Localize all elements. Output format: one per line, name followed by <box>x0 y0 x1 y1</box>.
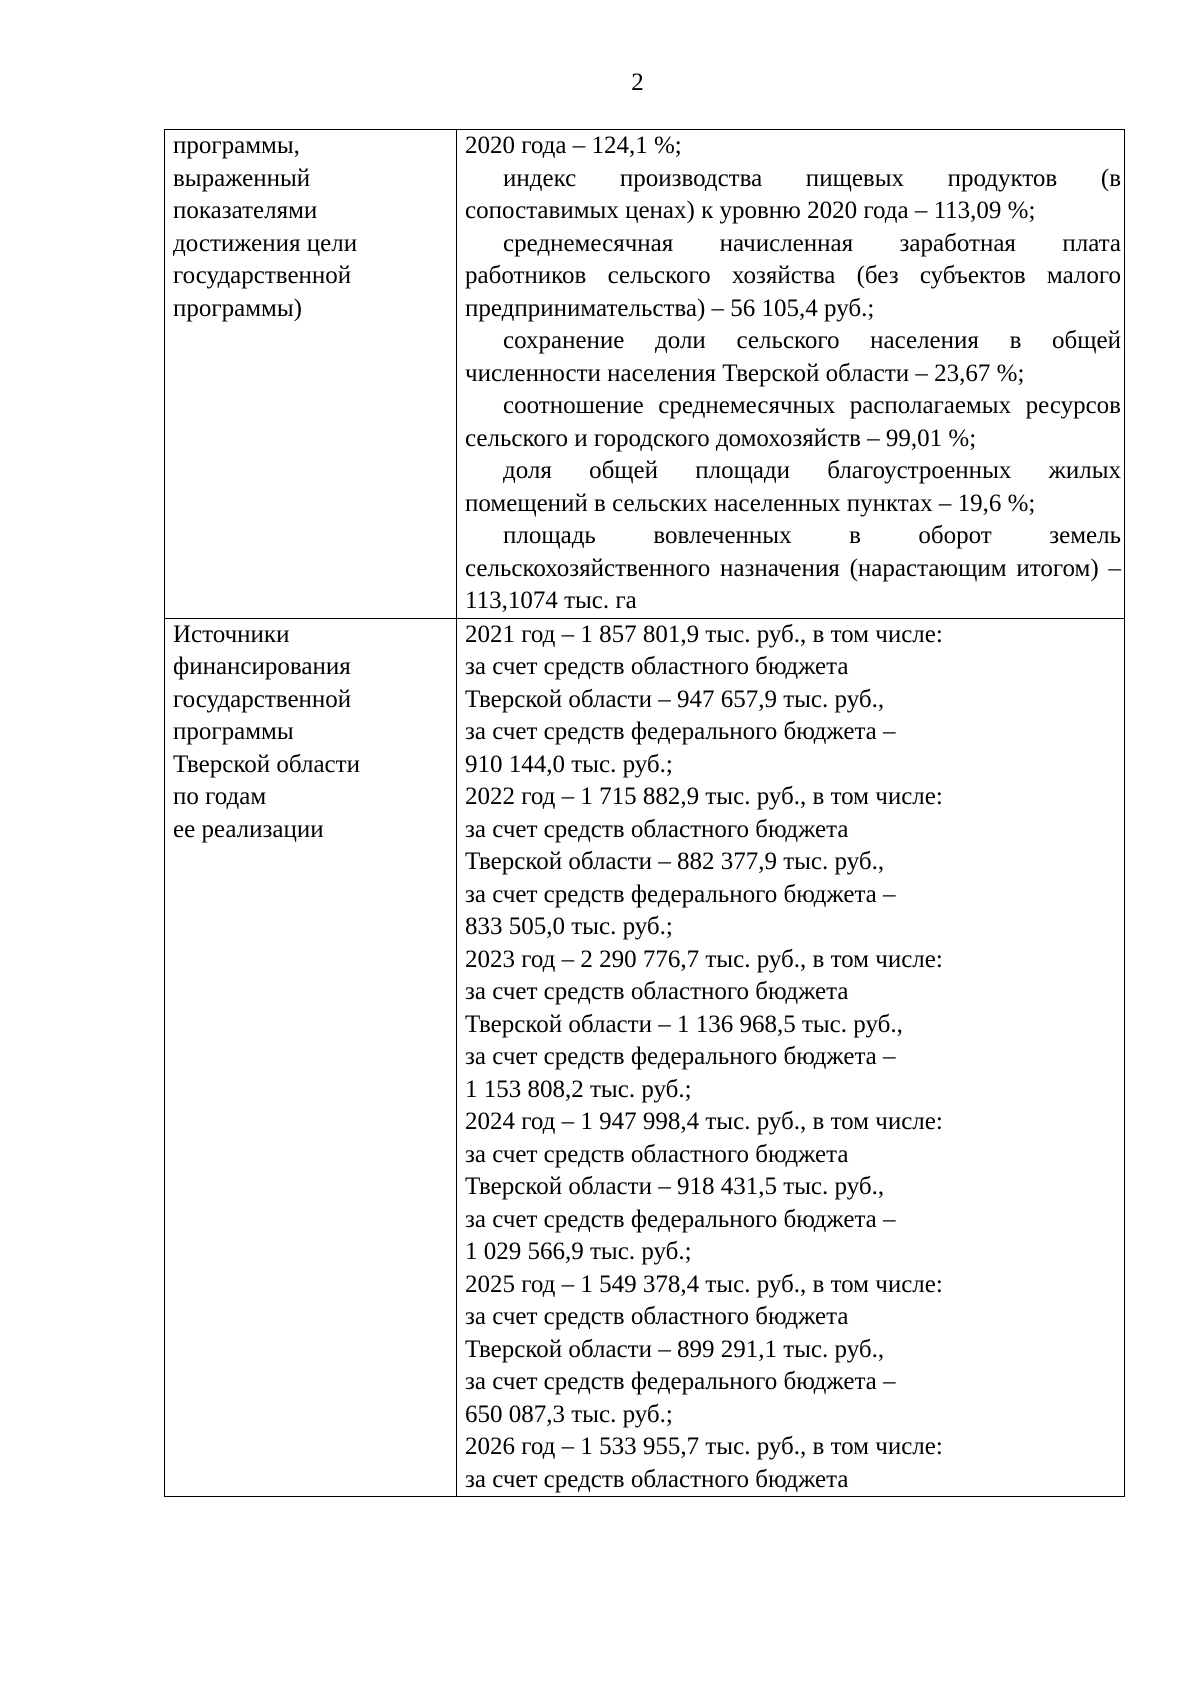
financing-line: Тверской области – 1 136 968,5 тыс. руб., <box>465 1010 903 1038</box>
financing-line: за счет средств федерального бюджета – <box>465 1205 896 1233</box>
row-label-line: финансирования <box>173 653 351 680</box>
row-label-line: достижения цели <box>173 229 358 257</box>
row-label-line: программы) <box>173 294 302 322</box>
row-label-line: показателями <box>173 197 318 224</box>
indicator-continuation: 2020 года – 124,1 %; <box>465 132 682 159</box>
financing-line: 2021 год – 1 857 801,9 тыс. руб., в том числе: <box>465 620 943 648</box>
row-label-line: Источники <box>173 620 290 648</box>
financing-line: за счет средств областного бюджета <box>465 978 849 1005</box>
indicator-paragraph: соотношение среднемесячных располагаемых ресурсов сельского и городского домохозяйств – 99,01 %; <box>465 392 1121 452</box>
financing-line: Тверской области – 899 291,1 тыс. руб., <box>465 1335 885 1363</box>
financing-line: 1 153 808,2 тыс. руб.; <box>465 1075 692 1103</box>
row-label-cell <box>165 130 457 619</box>
financing-line: 2024 год – 1 947 998,4 тыс. руб., в том числе: <box>465 1108 943 1135</box>
row-label-line: государственной <box>173 262 352 289</box>
financing-line: Тверской области – 947 657,9 тыс. руб., <box>465 685 885 713</box>
financing-line: 910 144,0 тыс. руб.; <box>465 750 673 778</box>
financing-line: за счет средств областного бюджета <box>465 1465 849 1493</box>
table-row-indicators <box>165 130 1125 619</box>
financing-line: Тверской области – 918 431,5 тыс. руб., <box>465 1173 885 1200</box>
financing-line: 650 087,3 тыс. руб.; <box>465 1400 673 1428</box>
financing-line: за счет средств областного бюджета <box>465 1140 849 1168</box>
financing-line: за счет средств областного бюджета <box>465 815 849 843</box>
financing-line: за счет средств федерального бюджета – <box>465 1043 896 1070</box>
row-label-line: государственной <box>173 685 352 713</box>
financing-line: за счет средств областного бюджета <box>465 1303 849 1330</box>
financing-line: за счет средств федерального бюджета – <box>465 1368 896 1395</box>
financing-line: 833 505,0 тыс. руб.; <box>465 913 673 940</box>
financing-line: за счет средств федерального бюджета – <box>465 880 896 908</box>
table-row-financing <box>165 618 1125 1497</box>
financing-line: 2026 год – 1 533 955,7 тыс. руб., в том числе: <box>465 1433 943 1460</box>
financing-line: за счет средств федерального бюджета – <box>465 718 896 745</box>
row-label-line: по годам <box>173 783 267 810</box>
row-label-line: программы <box>173 718 294 745</box>
row-label-cell <box>165 618 457 1497</box>
indicator-paragraph: доля общей площади благоустроенных жилых помещений в сельских населенных пунктах – 19,6 %; <box>465 457 1121 517</box>
indicator-paragraph: среднемесячная начисленная заработная плата работников сельского хозяйства (без субъектов малого предпринимательства) – 56 105,4 руб.; <box>465 229 1121 322</box>
financing-line: 2022 год – 1 715 882,9 тыс. руб., в том числе: <box>465 783 943 810</box>
financing-line: 1 029 566,9 тыс. руб.; <box>465 1238 692 1265</box>
indicator-paragraph: индекс производства пищевых продуктов (в сопоставимых ценах) к уровню 2020 года – 113,09 %; <box>465 164 1121 224</box>
row-label-line: ее реализации <box>173 815 324 843</box>
indicator-paragraph: сохранение доли сельского населения в общей численности населения Тверской области – 23,67 %; <box>465 327 1121 387</box>
row-value-cell <box>457 130 1125 619</box>
row-value-cell <box>457 618 1125 1497</box>
row-label-line: Тверской области <box>173 750 360 778</box>
financing-line: за счет средств областного бюджета <box>465 653 849 680</box>
page-number: 2 <box>631 69 644 96</box>
program-passport-table <box>164 129 1125 1497</box>
row-label-line: программы, <box>173 132 300 159</box>
row-label-line: выраженный <box>173 164 311 192</box>
financing-line: 2023 год – 2 290 776,7 тыс. руб., в том числе: <box>465 945 943 973</box>
financing-line: 2025 год – 1 549 378,4 тыс. руб., в том числе: <box>465 1270 943 1298</box>
financing-line: Тверской области – 882 377,9 тыс. руб., <box>465 848 885 875</box>
indicator-paragraph: площадь вовлеченных в оборот земель сельскохозяйственного назначения (нарастающим итогом) – 113,1074 тыс. га <box>465 522 1121 614</box>
